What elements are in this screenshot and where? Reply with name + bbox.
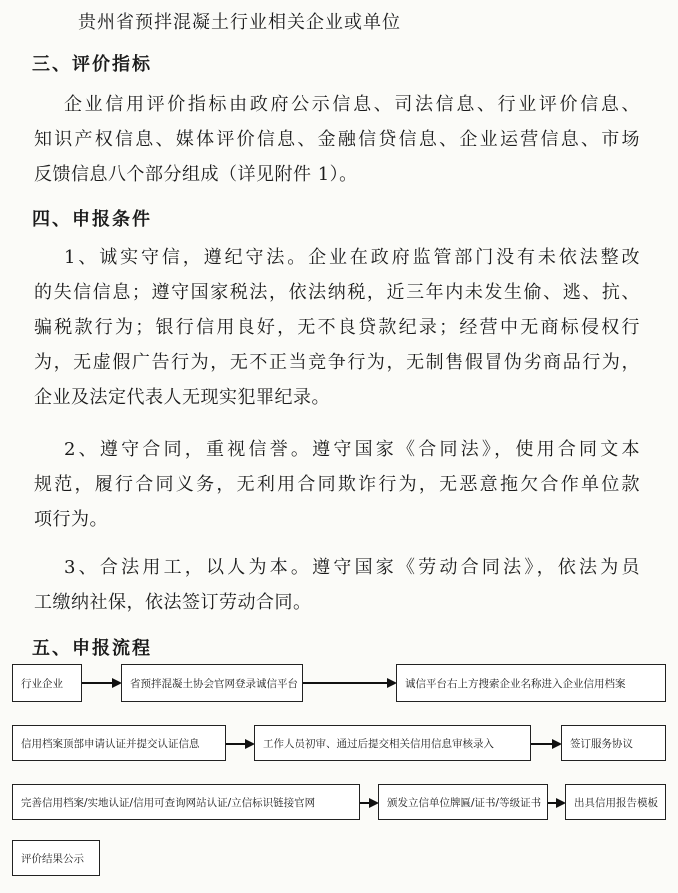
section-5-title: 五、申报流程 bbox=[32, 638, 152, 659]
flow-step-apply-certification: 信用档案顶部申请认证并提交认证信息 bbox=[12, 725, 226, 761]
section-4-para-3 bbox=[34, 550, 640, 620]
text-line: 骗税款行为；银行信用良好，无不良贷款纪录；经营中无商标侵权行 bbox=[34, 317, 640, 338]
section-4-title: 四、申报条件 bbox=[32, 209, 152, 230]
flow-step-publish-results: 评价结果公示 bbox=[12, 840, 100, 876]
text-line: 企业信用评价指标由政府公示信息、司法信息、行业评价信息、 bbox=[64, 94, 640, 115]
text-line: 企业及法定代表人无现实犯罪纪录。 bbox=[34, 387, 330, 408]
top-line: 贵州省预拌混凝土行业相关企业或单位 bbox=[78, 12, 401, 33]
flow-step-login-platform: 省预拌混凝土协会官网登录诚信平台 bbox=[121, 664, 303, 702]
text-line: 1、诚实守信，遵纪守法。企业在政府监管部门没有未依法整改 bbox=[64, 247, 640, 268]
text-line: 反馈信息八个部分组成（详见附件 1）。 bbox=[34, 164, 358, 185]
section-3-body bbox=[34, 87, 640, 192]
text-line: 项行为。 bbox=[34, 509, 108, 530]
flow-arrow bbox=[82, 682, 113, 684]
section-4-para-2 bbox=[34, 432, 640, 537]
flow-step-initial-review: 工作人员初审、通过后提交相关信用信息审核录入 bbox=[254, 725, 531, 761]
flow-step-issue-plaque: 颁发立信单位牌匾/证书/等级证书 bbox=[378, 784, 548, 820]
section-3-title: 三、评价指标 bbox=[32, 54, 152, 75]
text-line: 知识产权信息、媒体评价信息、金融信贷信息、企业运营信息、市场 bbox=[34, 129, 640, 150]
flow-arrow bbox=[360, 802, 370, 804]
flow-step-industry-enterprise: 行业企业 bbox=[12, 664, 82, 702]
text-line: 规范，履行合同义务，无利用合同欺诈行为，无恶意拖欠合作单位款 bbox=[34, 474, 640, 495]
flow-step-complete-archive: 完善信用档案/实地认证/信用可查询网站认证/立信标识链接官网 bbox=[12, 784, 360, 820]
flow-arrow bbox=[303, 682, 388, 684]
flow-arrow bbox=[548, 802, 557, 804]
flow-step-sign-agreement: 签订服务协议 bbox=[561, 725, 666, 761]
flow-arrow bbox=[226, 743, 246, 745]
section-4-para-1 bbox=[34, 240, 640, 415]
text-line: 2、遵守合同，重视信誉。遵守国家《合同法》，使用合同文本 bbox=[64, 439, 640, 460]
text-line: 3、合法用工，以人为本。遵守国家《劳动合同法》，依法为员 bbox=[64, 557, 640, 578]
text-line: 工缴纳社保，依法签订劳动合同。 bbox=[34, 592, 312, 613]
flow-step-search-enterprise: 诚信平台右上方搜索企业名称进入企业信用档案 bbox=[396, 664, 666, 702]
text-line: 的失信信息；遵守国家税法，依法纳税，近三年内未发生偷、逃、抗、 bbox=[34, 282, 640, 303]
text-line: 为，无虚假广告行为，无不正当竞争行为，无制售假冒伪劣商品行为， bbox=[34, 352, 640, 373]
flow-arrow bbox=[531, 743, 553, 745]
flow-step-credit-report: 出具信用报告模板 bbox=[565, 784, 666, 820]
